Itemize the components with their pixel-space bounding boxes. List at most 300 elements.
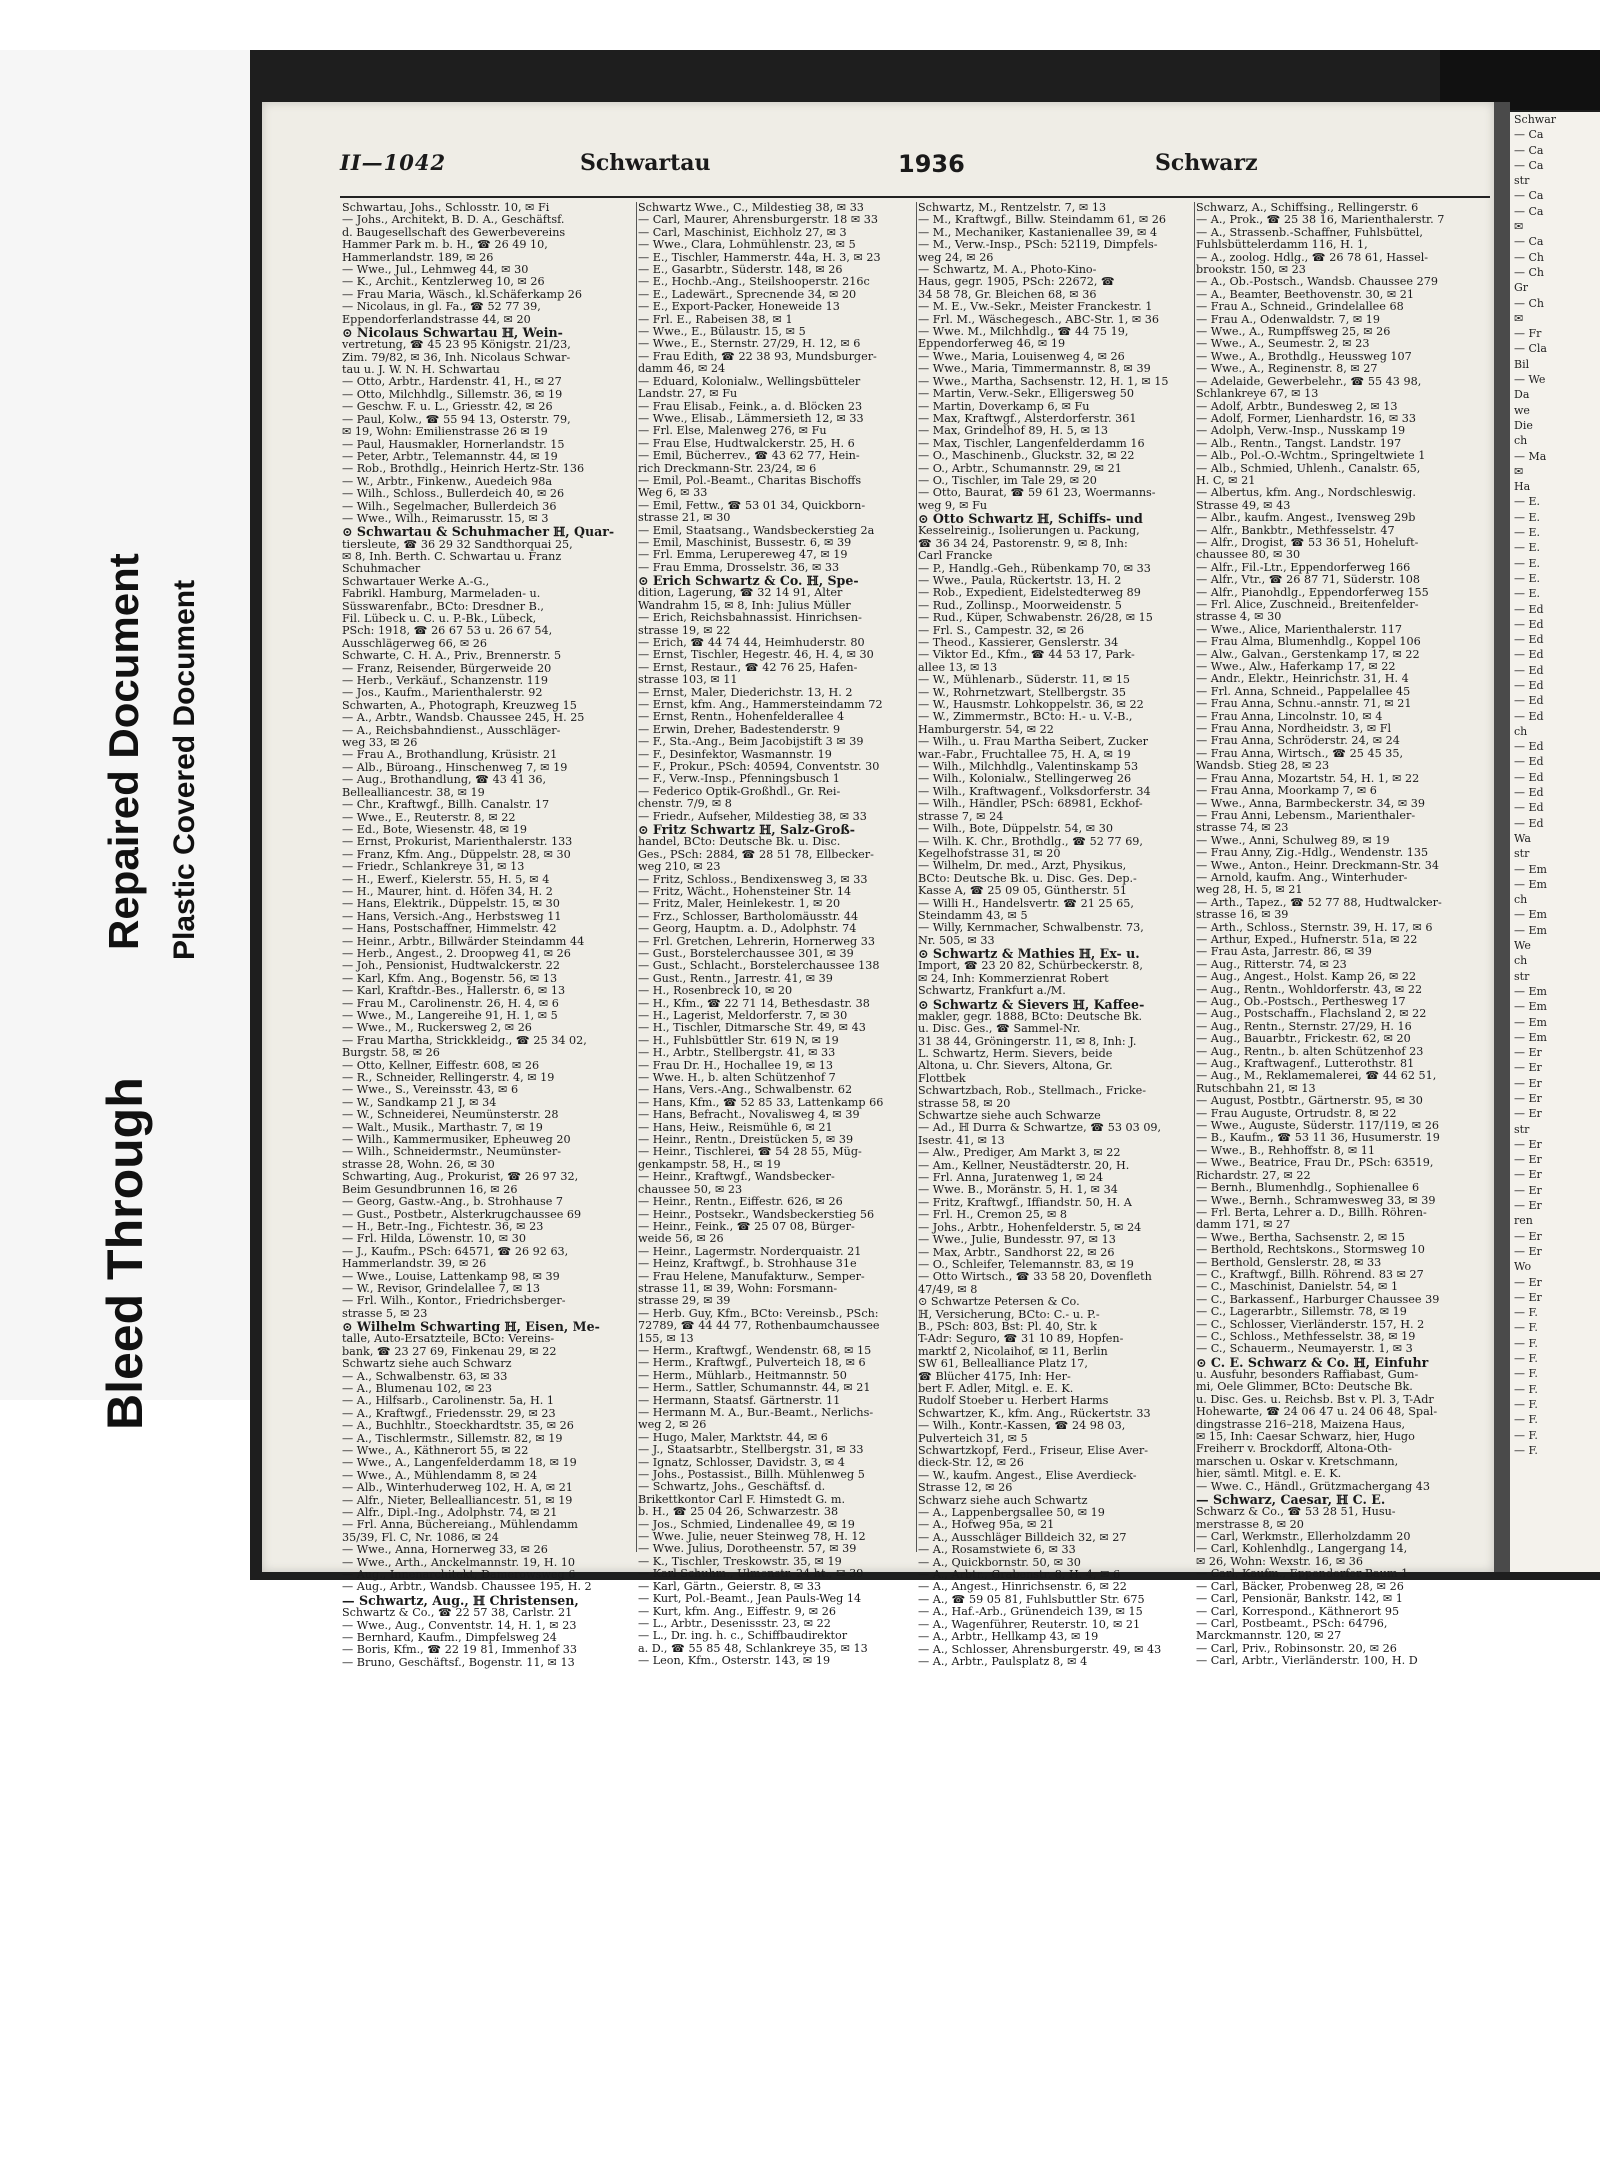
directory-entry: — Frl. Berta, Lehrer a. D., Billh. Röhren-: [1196, 1205, 1427, 1219]
directory-entry: — Wwe. H., b. alten Schützenhof 7: [638, 1071, 836, 1085]
directory-entry: — Wilh., Kontr.-Kassen, ☎ 24 98 03,: [918, 1419, 1126, 1433]
directory-entry: Zim. 79/82, ✉ 36, Inh. Nicolaus Schwar-: [342, 350, 571, 364]
directory-entry: — Wwe., E., Bülaustr. 15, ✉ 5: [638, 325, 806, 339]
directory-entry: — Rob., Brothdlg., Heinrich Hertz-Str. 136: [342, 462, 585, 476]
directory-entry: Hammerlandstr. 189, ✉ 26: [342, 250, 494, 264]
directory-entry: Schuhmacher: [342, 562, 421, 576]
adjacent-page-fragment: — F.: [1514, 1413, 1538, 1427]
adjacent-page-fragment: — F.: [1514, 1382, 1538, 1396]
directory-entry: — Alfr., Vtr., ☎ 26 87 71, Süderstr. 108: [1196, 573, 1420, 587]
directory-entry: Schwartzbach, Rob., Stellmach., Fricke-: [918, 1084, 1147, 1098]
directory-entry: — Herb. Guy, Kfm., BCto: Vereinsb., PSch:: [638, 1306, 879, 1320]
directory-entry: — Frau Anna, Nordheidstr. 3, ✉ Fl: [1196, 722, 1392, 736]
directory-entry: — A., Reichsbahndienst., Ausschläger-: [342, 723, 561, 737]
adjacent-page-fragment: — E.: [1514, 526, 1541, 540]
directory-entry: — A., Hofweg 95a, ✉ 21: [918, 1518, 1055, 1532]
directory-entry: — C., Kraftwgf., Billh. Röhrend. 83 ✉ 27: [1196, 1267, 1424, 1281]
directory-entry: handel, BCto: Deutsche Bk. u. Disc.: [638, 835, 841, 849]
directory-entry: — H., Tischler, Ditmarsche Str. 49, ✉ 43: [638, 1021, 866, 1035]
adjacent-page-fragment: — Er: [1514, 1061, 1542, 1075]
directory-entry: — Aug., Rentn., b. alten Schützenhof 23: [1196, 1044, 1424, 1058]
directory-entry: — Aug., M., Reklamemalerei, ☎ 44 62 51,: [1196, 1069, 1437, 1083]
directory-entry: — Schwartz, Johs., Geschäftsf. d.: [638, 1480, 826, 1494]
adjacent-page-fragment: — F.: [1514, 1321, 1538, 1335]
directory-entry: — Herb., Verkäuf., Schanzenstr. 119: [342, 674, 548, 688]
adjacent-page-edge: [1510, 112, 1600, 1572]
directory-entry: — Wwe., Anni, Schulweg 89, ✉ 19: [1196, 833, 1390, 847]
page-header: [282, 150, 1482, 190]
directory-entry: — C., Lagerarbtr., Sillemstr. 78, ✉ 19: [1196, 1305, 1407, 1319]
adjacent-page-fragment: str: [1514, 174, 1530, 188]
directory-entry: — Frau Anna, Mozartstr. 54, H. 1, ✉ 22: [1196, 771, 1420, 785]
directory-entry: Rutschbahn 21, ✉ 13: [1196, 1081, 1316, 1095]
directory-entry: — Frau Martha, Strickkleidg., ☎ 25 34 02,: [342, 1033, 587, 1047]
directory-entry: — Chr., Kraftwgf., Billh. Canalstr. 17: [342, 798, 550, 812]
directory-entry: — Herm., Sattler, Schumannstr. 44, ✉ 21: [638, 1381, 871, 1395]
directory-entry: — Johs., Arbtr., Hohenfelderstr. 5, ✉ 24: [918, 1220, 1142, 1234]
directory-entry: strasse 74, ✉ 23: [1196, 821, 1289, 835]
directory-entry: ⊙ C. E. Schwarz & Co. ℍ, Einfuhr: [1196, 1354, 1429, 1370]
directory-entry: Schwarting, Aug., Prokurist, ☎ 26 97 32,: [342, 1170, 579, 1184]
directory-entry: — Alb., Schmied, Uhlenh., Canalstr. 65,: [1196, 461, 1421, 475]
directory-entry: — Frau Anna, Schnu.-annstr. 71, ✉ 21: [1196, 697, 1412, 711]
directory-entry: genkampstr. 58, H., ✉ 19: [638, 1157, 781, 1171]
directory-entry: — Andr., Elektr., Heinrichstr. 31, H. 4: [1196, 672, 1409, 686]
directory-entry: — Emil, Fettw., ☎ 53 01 34, Quickborn-: [638, 498, 866, 512]
directory-entry: — O., Maschinenb., Gluckstr. 32, ✉ 22: [918, 449, 1135, 463]
directory-entry: — Albertus, kfm. Ang., Nordschleswig.: [1196, 486, 1416, 500]
directory-entry: — Frl. Wilh., Kontor., Friedrichsberger-: [342, 1294, 566, 1308]
directory-entry: — W., Schneiderei, Neumünsterstr. 28: [342, 1108, 559, 1122]
directory-entry: — Gust., Schlacht., Borstelerchaussee 138: [638, 959, 880, 973]
directory-entry: — W., Zimmermstr., BCto: H.- u. V.-B.,: [918, 710, 1133, 724]
directory-entry: H. C, ✉ 21: [1196, 473, 1256, 487]
adjacent-page-fragment: Ha: [1514, 480, 1531, 494]
directory-entry: — Frau Dr. H., Hochallee 19, ✉ 13: [638, 1058, 834, 1072]
directory-entry: — A., Blumenau 102, ✉ 23: [342, 1381, 492, 1395]
directory-entry: Fil. Lübeck u. C. u. P.-Bk., Lübeck,: [342, 612, 537, 625]
directory-entry: — Frl. Gretchen, Lehrerin, Hornerweg 33: [638, 934, 875, 948]
adjacent-page-fragment: — We: [1514, 373, 1546, 387]
directory-entry: — Wwe., Jul., Lehmweg 44, ✉ 30: [342, 263, 529, 277]
directory-entry: — Hans, Befracht., Novaliswеg 4, ✉ 39: [638, 1108, 860, 1122]
directory-entry: Schwartz, Frankfurt a./M.: [918, 984, 1066, 998]
adjacent-page-fragment: We: [1514, 939, 1531, 953]
directory-entry: Schwarz & Co., ☎ 53 28 51, Husu-: [1196, 1505, 1396, 1519]
adjacent-page-fragment: ✉: [1514, 311, 1524, 325]
directory-entry: — Ernst, Restaur., ☎ 42 76 25, Hafen-: [638, 660, 858, 674]
directory-entry: — Hans, Heiw., Reismühle 6, ✉ 21: [638, 1120, 833, 1134]
directory-entry: — A., Wagenführer, Reuterstr. 10, ✉ 21: [918, 1617, 1141, 1631]
directory-entry: Marckmannstr. 120, ✉ 27: [1196, 1629, 1342, 1643]
directory-entry: — A., Quickbornstr. 50, ✉ 30: [918, 1555, 1081, 1569]
directory-entry: — Hans, Versich.-Ang., Herbstsweg 11: [342, 909, 562, 923]
directory-entry: B., PSch: 803, Bst: Pl. 40, Str. k: [918, 1319, 1097, 1333]
directory-entry: — Wwe. Julie, neuer Steinweg 78, H. 12: [638, 1530, 866, 1544]
directory-entry: — Aug., Brothandlung, ☎ 43 41 36,: [342, 773, 547, 787]
directory-entry: — Hans, Vers.-Ang., Schwalbenstr. 62: [638, 1083, 853, 1097]
directory-entry: — Wwe. Julius, Dorotheenstr. 57, ✉ 39: [638, 1542, 857, 1556]
directory-entry: weg 2, ✉ 26: [638, 1418, 707, 1432]
directory-entry: — Carl, Maschinist, Eichholz 27, ✉ 3: [638, 225, 847, 239]
adjacent-page-fragment: str: [1514, 847, 1530, 861]
directory-entry: — Frau A., Odenwaldstr. 7, ✉ 19: [1196, 312, 1381, 326]
directory-entry: — Frau M., Carolinenstr. 26, H. 4, ✉ 6: [342, 996, 559, 1010]
directory-entry: — Otto, Baurat, ☎ 59 61 23, Woermanns-: [918, 486, 1156, 500]
directory-entry: — Alb., Büroang., Hinschenweg 7, ✉ 19: [342, 760, 568, 774]
directory-entry: — H., Maurer, hint. d. Höfen 34, H. 2: [342, 884, 553, 898]
directory-entry: — Alfr., Nieter, Bellealliancestr. 51, ✉ 19: [342, 1493, 573, 1507]
directory-entry: — Frau Maria, Wäsch., kl.Schäferkamp 26: [342, 287, 583, 301]
directory-entry: — Karl, Kfm. Ang., Bogenstr. 56, ✉ 13: [342, 971, 558, 985]
repaired-document-label: Repaired Document: [100, 553, 147, 950]
directory-entry: — Wilh. K. Chr., Brothdlg., ☎ 52 77 69,: [918, 834, 1143, 848]
directory-entry: — E., Ladewärt., Sprecnende 34, ✉ 20: [638, 287, 857, 301]
adjacent-page-fragment: — Ed: [1514, 770, 1544, 784]
directory-entry: — Frau A., Brothandlung, Krüsistr. 21: [342, 748, 558, 762]
directory-entry: — Wwe., Wilh., Reimarusstr. 15, ✉ 3: [342, 511, 549, 525]
directory-entry: — Bernh., Blumenhdlg., Sophienallee 6: [1196, 1181, 1420, 1195]
directory-entry: — Georg, Gastw.-Ang., b. Strohhause 7: [342, 1195, 564, 1209]
directory-entry: — Alfr., Drogist, ☎ 53 36 51, Hoheluft-: [1196, 535, 1419, 549]
directory-entry: marktf 2, Nicolaihof, ✉ 11, Berlin: [918, 1344, 1108, 1358]
directory-entry: — Wwe., Alw., Haferkamp 17, ✉ 22: [1196, 660, 1396, 674]
directory-entry: — Frau Anni, Lebensm., Marienthaler-: [1196, 808, 1416, 822]
directory-entry: strasse 11, ✉ 39, Wohn: Forsmann-: [638, 1281, 838, 1295]
directory-entry: Bellealliancestr. 38, ✉ 19: [342, 785, 485, 799]
directory-entry: — Friedr., Aufseher, Mildestieg 38, ✉ 33: [638, 809, 867, 823]
directory-entry: 155, ✉ 13: [638, 1331, 694, 1345]
directory-entry: — Frau Anny, Zig.-Hdlg., Wendenstr. 135: [1196, 846, 1429, 860]
directory-entry: Carl Francke: [918, 549, 993, 563]
directory-entry: — A., zoolog. Hdlg., ☎ 26 78 61, Hassel-: [1196, 250, 1429, 264]
directory-entry: — Nicolaus, in gl. Fa., ☎ 52 77 39,: [342, 300, 541, 314]
directory-entry: — Willi H., Handelsvertr. ☎ 21 25 65,: [918, 896, 1134, 910]
directory-entry: — Alw., Galvan., Gerstenkamp 17, ✉ 22: [1196, 647, 1420, 661]
adjacent-page-fragment: — F.: [1514, 1336, 1538, 1350]
directory-entry: — Alb., Pol.-O.-Wchtm., Springeltwiete 1: [1196, 449, 1426, 463]
directory-entry: — W., Arbtr., Finkenw., Auedeich 98a: [342, 474, 553, 488]
directory-entry: — Herm., Mühlarb., Heitmannstr. 50: [638, 1368, 847, 1382]
directory-entry: — Hermann M. A., Bur.-Beamt., Nerlichs-: [638, 1406, 874, 1419]
directory-entry: — Boris, Kfm., ☎ 22 19 81, Immenhof 33: [342, 1643, 578, 1657]
directory-entry: — Theod., Kassierer, Genslerstr. 34: [918, 636, 1119, 650]
directory-entry: ✉ 26, Wohn: Wexstr. 16, ✉ 36: [1196, 1554, 1363, 1568]
directory-entry: — Carl, Kaufm., Eppendorfer Baum 1: [1196, 1567, 1409, 1581]
directory-entry: — A., Schwalbenstr. 63, ✉ 33: [342, 1369, 508, 1383]
directory-entry: ⊙ Wilhelm Schwarting ℍ, Eisen, Me-: [342, 1319, 600, 1335]
directory-entry: — Aug., Rentn., Sternstr. 27/29, H. 16: [1196, 1019, 1412, 1033]
directory-entry: — Herm., Kraftwgf., Pulverteich 18, ✉ 6: [638, 1356, 866, 1370]
directory-entry: L. Schwartz, Herm. Sievers, beide: [918, 1047, 1113, 1061]
adjacent-page-fragment: — Ed: [1514, 602, 1544, 616]
directory-entry: — Ernst, kfm. Ang., Hammersteindamm 72: [638, 698, 883, 712]
directory-entry: — Rud., Zollinsp., Moorweidenstr. 5: [918, 598, 1122, 612]
adjacent-page-fragment: — Em: [1514, 1030, 1547, 1044]
directory-entry: — A., Lappenbergsallee 50, ✉ 19: [918, 1506, 1105, 1520]
adjacent-page-fragment: ch: [1514, 724, 1528, 738]
directory-entry: — Schwartz, M. A., Photo-Kino-: [918, 263, 1097, 277]
directory-entry: — Wwe., Bernh., Schramwesweg 33, ✉ 39: [1196, 1193, 1436, 1207]
directory-entry: — Heinr., Kraftwgf., Wandsbecker-: [638, 1170, 835, 1184]
directory-entry: — E., Gasarbtr., Süderstr. 148, ✉ 26: [638, 263, 843, 277]
directory-entry: — Max, Grindelhof 89, H. 5, ✉ 13: [918, 424, 1108, 438]
directory-entry: — Franz, Reisender, Bürgerweide 20: [342, 661, 552, 675]
directory-entry: strasse 29, ✉ 39: [638, 1294, 731, 1308]
directory-entry: Schwarz, A., Schiffsing., Rellingerstr. 6: [1196, 201, 1419, 214]
directory-entry: — Heinr., Feink., ☎ 25 07 08, Bürger-: [638, 1219, 855, 1233]
directory-entry: — Karl Schuhm., Ulmenstr. 24 ht., ✉ 39: [638, 1567, 864, 1581]
directory-entry: — Heinr., Rentn., Dreistücken 5, ✉ 39: [638, 1133, 854, 1147]
directory-entry: — W., kaufm. Angest., Elise Averdieck-: [918, 1468, 1137, 1482]
directory-entry: — Wwe., Auguste, Süderstr. 117/119, ✉ 26: [1196, 1119, 1439, 1133]
directory-entry: Eppendorferweg 46, ✉ 19: [918, 337, 1066, 351]
adjacent-page-fragment: — Ed: [1514, 755, 1544, 769]
adjacent-page-fragment: — Er: [1514, 1153, 1542, 1167]
directory-entry: weg 9, ✉ Fu: [918, 498, 988, 512]
adjacent-page-fragment: — Em: [1514, 923, 1547, 937]
directory-entry: — Alw., Prediger, Am Markt 3, ✉ 22: [918, 1146, 1121, 1160]
directory-entry: — Wilh., Schneidermstr., Neumünster-: [342, 1145, 561, 1159]
directory-entry: tiersleute, ☎ 36 29 32 Sandthorquai 25,: [342, 537, 573, 551]
directory-entry: — Frl. Anna, Schneid., Pappelallee 45: [1196, 684, 1411, 698]
adjacent-page-fragment: — Em: [1514, 1015, 1547, 1029]
directory-entry: — Willy, Kernmacher, Schwalbenstr. 73,: [918, 921, 1144, 935]
directory-entry: — K., Tischler, Treskowstr. 35, ✉ 19: [638, 1554, 842, 1568]
directory-entry: PSch: 1918, ☎ 26 67 53 u. 26 67 54,: [342, 624, 553, 638]
directory-entry: — Wwe., Arth., Anckelmannstr. 19, H. 10: [342, 1555, 576, 1569]
directory-entry: — W., Rohrnetzwart, Stellbergstr. 35: [918, 685, 1127, 699]
directory-entry: — Aug., Rentn., Wohldorferstr. 43, ✉ 22: [1196, 982, 1423, 996]
adjacent-page-fragment: — Ch: [1514, 296, 1544, 310]
directory-entry: ⊙ Schwartz & Sievers ℍ, Kaffee-: [918, 996, 1145, 1012]
plastic-covered-label: Plastic Covered Document: [168, 579, 201, 960]
directory-entry: u. Disc. Ges. u. Reichsb. Bst v. Pl. 3, T-Adr: [1196, 1392, 1434, 1406]
adjacent-page-fragment: — F.: [1514, 1306, 1538, 1320]
directory-entry: — Wilh., Kammermusiker, Epheuweg 20: [342, 1133, 571, 1147]
directory-entry: — Carl, Arbtr., Vierländerstr. 100, H. D: [1196, 1654, 1418, 1668]
directory-entry: chaussee 80, ✉ 30: [1196, 548, 1301, 562]
directory-entry: Freiherr v. Brockdorff, Altona-Oth-: [1196, 1442, 1392, 1456]
directory-column-3: [918, 201, 1210, 1668]
directory-entry: Fuhlsbüttelerdamm 116, H. 1,: [1196, 238, 1368, 252]
directory-entry: — Frau Anna, Wirtsch., ☎ 25 45 35,: [1196, 746, 1404, 760]
directory-entry: — Geschw. F. u. L., Griesstr. 42, ✉ 26: [342, 400, 553, 414]
directory-entry: ☎ 36 34 24, Pastorenstr. 9, ✉ 8, Inh:: [918, 536, 1128, 550]
directory-entry: — A., Ob.-Postsch., Wandsb. Chaussee 279: [1196, 275, 1438, 289]
directory-entry: — O., Tischler, im Tale 29, ✉ 20: [918, 473, 1097, 487]
directory-entry: — H., Rosenbreck 10, ✉ 20: [638, 984, 793, 998]
adjacent-page-fragment: — E.: [1514, 587, 1541, 601]
directory-entry: — Wwe., A., Seumestr. 2, ✉ 23: [1196, 337, 1370, 351]
directory-entry: — Frau Edith, ☎ 22 38 93, Mundsburger-: [638, 349, 877, 363]
directory-entry: Eppendorferlandstrasse 44, ✉ 20: [342, 312, 531, 326]
directory-entry: — E., Tischler, Hammerstr. 44a, H. 3, ✉ 23: [638, 250, 881, 264]
adjacent-page-fragment: ch: [1514, 954, 1528, 968]
directory-entry: ⊙ Schwartz & Mathies ℍ, Ex- u.: [918, 946, 1140, 962]
adjacent-page-fragment: — Er: [1514, 1244, 1542, 1258]
directory-entry: — P., Handlg.-Geh., Rübenkamp 70, ✉ 33: [918, 561, 1151, 575]
directory-entry: — Bruno, Geschäftsf., Bogenstr. 11, ✉ 13: [342, 1655, 575, 1669]
directory-entry: — Wwe., A., Käthnerort 55, ✉ 22: [342, 1444, 529, 1458]
directory-entry: — Wwe., E., Sternstr. 27/29, H. 12, ✉ 6: [638, 337, 861, 351]
adjacent-page-fragment: — Em: [1514, 862, 1547, 876]
directory-entry: Hammer Park m. b. H., ☎ 26 49 10,: [342, 238, 548, 252]
directory-entry: Schlankreye 67, ✉ 13: [1196, 387, 1319, 401]
directory-entry: Schwartz & Co., ☎ 22 57 38, Carlstr. 21: [342, 1606, 573, 1620]
directory-entry: — Wwe., Alice, Marienthalerstr. 117: [1196, 622, 1402, 636]
directory-entry: — Gust., Rentn., Jarrestr. 41, ✉ 39: [638, 971, 833, 985]
directory-entry: T-Adr: Seguro, ☎ 31 10 89, Hopfen-: [918, 1332, 1124, 1346]
directory-entry: — Adolph, Verw.-Insp., Nusskamp 19: [1196, 424, 1406, 438]
right-running-head: Schwarz: [1155, 150, 1258, 176]
directory-entry: — Berthold, Genslerstr. 28, ✉ 33: [1196, 1255, 1382, 1269]
directory-entry: 31 38 44, Gröningerstr. 11, ✉ 8, Inh: J.: [918, 1034, 1137, 1048]
directory-entry: dition, Lagerung, ☎ 32 14 91, Alter: [638, 586, 843, 600]
directory-entry: rich Dreckmann-Str. 23/24, ✉ 6: [638, 461, 817, 475]
directory-entry: strasse 16, ✉ 39: [1196, 908, 1289, 922]
directory-entry: — H., Fuhlsbüttler Str. 619 N, ✉ 19: [638, 1033, 839, 1047]
adjacent-page-fragment: — Em: [1514, 877, 1547, 891]
directory-entry: — Frau Helene, Manufakturw., Semper-: [638, 1269, 865, 1283]
adjacent-page-fragment: — Ed: [1514, 633, 1544, 647]
directory-entry: — W., Mühlenarb., Süderstr. 11, ✉ 15: [918, 673, 1131, 687]
directory-entry: — Fritz, Maler, Heinlekestr. 1, ✉ 20: [638, 897, 841, 911]
directory-entry: — Gust., Postbetr., Alsterkrugchaussee 69: [342, 1207, 582, 1221]
directory-entry: — Joh., Pensionist, Hudtwalckerstr. 22: [342, 959, 561, 973]
directory-entry: — Wwe., Bertha, Sachsenstr. 2, ✉ 15: [1196, 1230, 1406, 1244]
directory-entry: — Kurt, Pol.-Beamt., Jean Pauls-Weg 14: [638, 1592, 862, 1606]
page-number: II—1042: [340, 150, 447, 175]
directory-entry: weg 28, H. 5, ✉ 21: [1196, 883, 1303, 897]
directory-entry: — F., Verw.-Insp., Pfenningsbusch 1: [638, 772, 840, 786]
directory-entry: — Alfr., Pianohdlg., Eppendorferweg 155: [1196, 585, 1429, 599]
directory-entry: — M., Verw.-Insp., PSch: 52119, Dimpfels-: [918, 238, 1158, 252]
directory-entry: — Frl. S., Campestr. 32, ✉ 26: [918, 623, 1085, 637]
directory-entry: — Erwin, Dreher, Badestenderstr. 9: [638, 722, 841, 736]
directory-entry: — Carl, Pensionär, Bankstr. 142, ✉ 1: [1196, 1592, 1403, 1606]
directory-entry: — H., Lagerist, Meldorferstr. 7, ✉ 30: [638, 1009, 848, 1022]
directory-entry: bank, ☎ 23 27 69, Finkenau 29, ✉ 22: [342, 1344, 557, 1358]
directory-entry: ✉ 19, Wohn: Emilienstrasse 26 ✉ 19: [342, 425, 548, 439]
directory-entry: — M., Mechaniker, Kastanienallee 39, ✉ 4: [918, 225, 1158, 239]
adjacent-page-fragment: — Ca: [1514, 189, 1544, 203]
directory-entry: — Wwe., Martha, Sachsenstr. 12, H. 1, ✉ 15: [918, 374, 1169, 388]
directory-entry: Strasse 12, ✉ 26: [918, 1481, 1013, 1495]
adjacent-page-fragment: ✉: [1514, 220, 1524, 234]
directory-entry: — A., Angest., Hinrichsenstr. 6, ✉ 22: [918, 1580, 1127, 1594]
directory-entry: Schwartz siehe auch Schwarz: [342, 1357, 512, 1371]
directory-entry: — Federico Optik-Großhdl., Gr. Rei-: [638, 784, 841, 798]
directory-entry: Steindamm 43, ✉ 5: [918, 908, 1028, 922]
directory-entry: — A., Hilfsarb., Carolinenstr. 5a, H. 1: [342, 1394, 554, 1408]
directory-entry: — Erich, ☎ 44 74 44, Heimhuderstr. 80: [638, 636, 865, 650]
scanner-edge: [1440, 50, 1600, 110]
directory-entry: allee 13, ✉ 13: [918, 660, 998, 674]
adjacent-page-fragment: — Ed: [1514, 648, 1544, 662]
directory-entry: ✉ 8, Inh. Berth. C. Schwartau u. Franz: [342, 549, 562, 563]
directory-entry: — Gust., Borstelerchaussee 301, ✉ 39: [638, 946, 854, 960]
directory-entry: — A., Strassenb.-Schaffner, Fuhlsbüttel,: [1196, 225, 1423, 239]
directory-entry: — Arth., Schloss., Sternstr. 39, H. 17, ✉ 6: [1196, 920, 1433, 934]
directory-entry: — Heinr., Lagermstr. Norderquaistr. 21: [638, 1244, 862, 1258]
directory-entry: 35/39, Fl. C, Nr. 1086, ✉ 24: [342, 1530, 499, 1544]
directory-entry: ✉ 15, Inh: Caesar Schwarz, hier, Hugo: [1196, 1430, 1415, 1444]
directory-entry: — H., Betr.-Ing., Fichtestr. 36, ✉ 23: [342, 1219, 544, 1233]
adjacent-page-fragment: — Ed: [1514, 786, 1544, 800]
directory-entry: — Wwe. C., Händl., Grützmachergang 43: [1196, 1479, 1431, 1493]
directory-entry: — Karl, Kraftdr.-Bes., Hallerstr. 6, ✉ 13: [342, 984, 566, 998]
adjacent-page-fragment: ch: [1514, 434, 1528, 448]
directory-entry: — Martin, Verw.-Sekr., Elligersweg 50: [918, 387, 1134, 401]
directory-entry: — Martin, Doverkamp 6, ✉ Fu: [918, 399, 1090, 413]
directory-entry: — Carl, Werkmstr., Ellerholzdamm 20: [1196, 1530, 1411, 1544]
directory-entry: — Alb., Rentn., Tangst. Landstr. 197: [1196, 436, 1402, 450]
directory-entry: ⊙ Fritz Schwartz ℍ, Salz-Groß-: [638, 822, 856, 838]
directory-entry: — Aug., Bauarbtr., Frickestr. 62, ✉ 20: [1196, 1032, 1411, 1046]
adjacent-page-fragment: — Em: [1514, 908, 1547, 922]
adjacent-page-fragment: — Cla: [1514, 342, 1547, 356]
directory-entry: — Frau A., Schneid., Grindelallee 68: [1196, 300, 1404, 314]
adjacent-page-fragment: — F.: [1514, 1367, 1538, 1381]
directory-entry: — Alb., Winterhuderweg 102, H. A, ✉ 21: [342, 1481, 573, 1495]
directory-entry: — M. E., Vw.-Sekr., Meister Franckestr. 1: [918, 300, 1153, 314]
directory-entry: — Emil, Staatsang., Wandsbeckerstieg 2a: [638, 523, 875, 537]
directory-entry: — F., Desinfektor, Wasmannstr. 19: [638, 747, 832, 761]
directory-entry: — Frau Auguste, Ortrudstr. 8, ✉ 22: [1196, 1106, 1397, 1120]
directory-entry: strasse 28, Wohn. 26, ✉ 30: [342, 1157, 495, 1171]
adjacent-page-fragment: — Ca: [1514, 235, 1544, 249]
directory-entry: — Frau Asta, Jarrestr. 86, ✉ 39: [1196, 945, 1372, 959]
directory-entry: — Arnold, kaufm. Ang., Winterhuder-: [1196, 870, 1408, 884]
directory-entry: Schwartz, M., Rentzelstr. 7, ✉ 13: [918, 201, 1107, 214]
adjacent-page-fragment: ren: [1514, 1214, 1533, 1228]
directory-year: 1936: [898, 150, 965, 178]
directory-entry: — Wilh., Milchhdlg., Valentinskamp 53: [918, 760, 1139, 774]
adjacent-page-fragment: Wo: [1514, 1260, 1532, 1274]
directory-entry: dingstrasse 216–218, Maizena Haus,: [1196, 1417, 1406, 1431]
adjacent-page-fragment: — Er: [1514, 1168, 1542, 1182]
directory-entry: Kesselreinig., Isolierungen u. Packung,: [918, 524, 1140, 538]
adjacent-page-fragment: — Ed: [1514, 801, 1544, 815]
adjacent-page-fragment: str: [1514, 969, 1530, 983]
directory-entry: — Frz., Schlosser, Bartholomäusstr. 44: [638, 909, 859, 923]
adjacent-page-fragment: — E.: [1514, 541, 1541, 555]
directory-entry: — C., Schlosser, Vierländerstr. 157, H. 2: [1196, 1317, 1425, 1331]
directory-entry: — Wwe., Aug., Conventstr. 14, H. 1, ✉ 23: [342, 1618, 577, 1632]
directory-entry: strasse 103, ✉ 11: [638, 673, 738, 687]
directory-entry: brookstr. 150, ✉ 23: [1196, 263, 1306, 277]
directory-entry: 72789, ☎ 44 44 77, Rothenbaumchaussee: [638, 1319, 880, 1333]
directory-entry: — C., Schauerm., Neumayerstr. 1, ✉ 3: [1196, 1342, 1413, 1356]
directory-entry: — Aug., Postschaffn., Flachsland 2, ✉ 22: [1196, 1007, 1427, 1021]
directory-entry: — Aug., Arbtr., Wandsb. Chaussee 195, H. 2: [342, 1580, 592, 1594]
directory-entry: — Fritz, Schloss., Bendixensweg 3, ✉ 33: [638, 872, 868, 886]
directory-entry: — Heinz, Kraftwgf., b. Strohhause 31e: [638, 1257, 857, 1271]
directory-entry: ✉ 24, Inh: Kommerzienrat Robert: [918, 971, 1109, 985]
directory-entry: — Hans, Postschaffner, Himmelstr. 42: [342, 922, 557, 936]
directory-entry: — Ad., ℍ Durra & Schwartze, ☎ 53 03 09,: [918, 1121, 1162, 1135]
directory-entry: — Wwe., A., Langenfelderdamm 18, ✉ 19: [342, 1456, 577, 1470]
directory-entry: — Heinr., Arbtr., Billwärder Steindamm 44: [342, 934, 585, 948]
directory-entry: d. Baugesellschaft des Gewerbevereins: [342, 225, 566, 239]
directory-entry: — Frau Else, Hudtwalckerstr. 25, H. 6: [638, 436, 855, 450]
directory-entry: Isestr. 41, ✉ 13: [918, 1133, 1005, 1147]
directory-entry: Schwartzer, K., kfm. Ang., Rückertstr. 33: [918, 1406, 1151, 1420]
directory-entry: Süsswarenfabr., BCto: Dresdner B.,: [342, 599, 544, 613]
directory-entry: talle, Auto-Ersatzteile, BCto: Vereins-: [342, 1332, 555, 1346]
directory-entry: weg 24, ✉ 26: [918, 250, 994, 264]
